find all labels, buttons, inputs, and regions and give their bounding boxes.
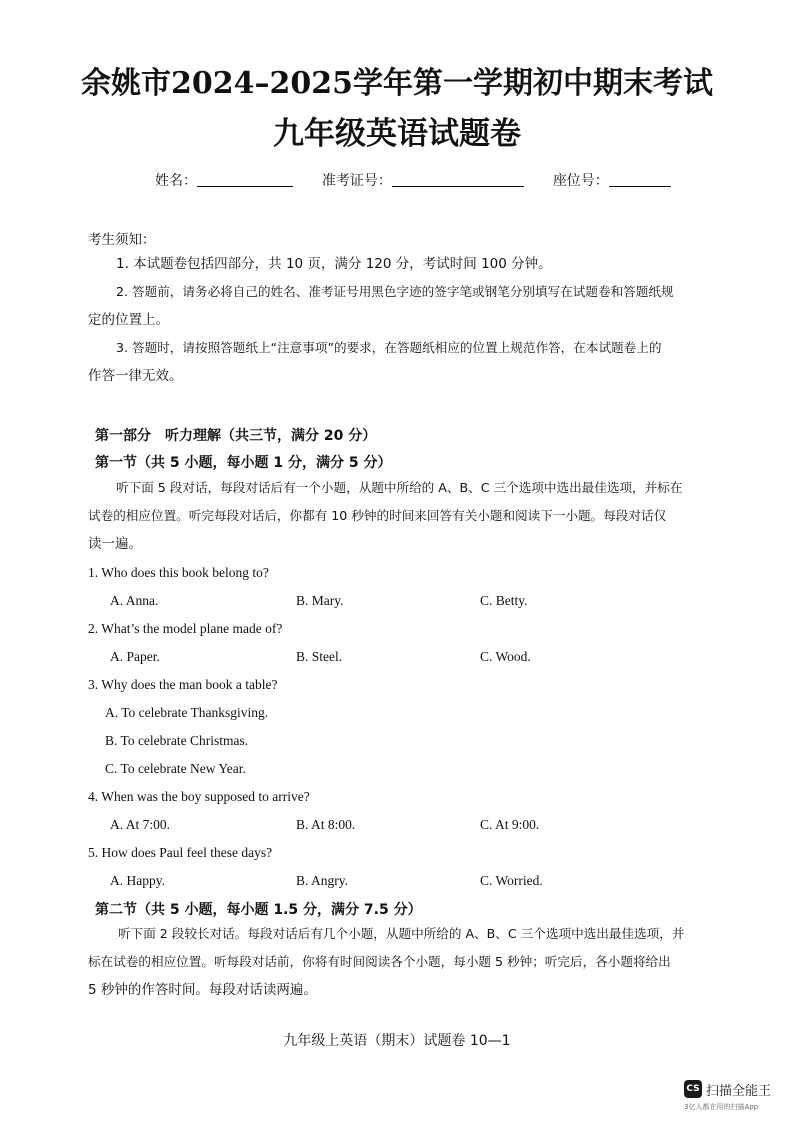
question-3-option-c: C. To celebrate New Year. bbox=[105, 761, 246, 776]
question-4-option-b: B. At 8:00. bbox=[296, 817, 356, 832]
name-label: 姓名： bbox=[155, 173, 197, 189]
seat-label: 座位号： bbox=[552, 173, 609, 189]
question-5-option-a: A. Happy. bbox=[110, 873, 165, 888]
notice-item-1: 1. 本试题卷包括四部分，共 10 页，满分 120 分，考试时间 100 分钟。 bbox=[116, 256, 552, 272]
question-1-option-c: C. Betty. bbox=[480, 593, 528, 608]
section2-instructions-line3: 5 秒钟的作答时间。每段对话读两遍。 bbox=[88, 982, 317, 998]
seat-field-line bbox=[609, 172, 671, 187]
question-3-option-b: B. To celebrate Christmas. bbox=[105, 733, 249, 748]
section1-instructions-line3: 读一遍。 bbox=[88, 536, 142, 552]
question-4-option-a: A. At 7:00. bbox=[110, 817, 171, 832]
question-1-option-a: A. Anna. bbox=[110, 593, 159, 608]
camscanner-logo-icon: CS bbox=[684, 1080, 702, 1098]
question-2-option-c: C. Wood. bbox=[480, 649, 531, 664]
page-footer: 九年级上英语（期末）试题卷 10—1 bbox=[283, 1033, 511, 1049]
question-1: 1. Who does this book belong to? bbox=[88, 565, 269, 580]
question-5: 5. How does Paul feel these days? bbox=[88, 845, 273, 860]
notice-item-3-line1: 3. 答题时，请按照答题纸上“注意事项”的要求，在答题纸相应的位置上规范作答，在本试题卷上的 bbox=[116, 340, 662, 355]
name-field-line bbox=[197, 172, 293, 187]
question-3: 3. Why does the man book a table? bbox=[88, 677, 278, 692]
notice-item-2-line2: 定的位置上。 bbox=[88, 312, 169, 328]
question-5-option-c: C. Worried. bbox=[480, 873, 543, 888]
student-info-row bbox=[155, 170, 671, 190]
question-2-option-a: A. Paper. bbox=[110, 649, 160, 664]
section1-heading: 第一节（共 5 小题，每小题 1 分，满分 5 分） bbox=[95, 455, 392, 471]
section2-heading: 第二节（共 5 小题，每小题 1.5 分，满分 7.5 分） bbox=[95, 902, 422, 918]
question-3-option-a: A. To celebrate Thanksgiving. bbox=[105, 705, 269, 720]
question-1-option-b: B. Mary. bbox=[296, 593, 344, 608]
question-2: 2. What’s the model plane made of? bbox=[88, 621, 283, 636]
notice-heading: 考生须知： bbox=[88, 232, 156, 248]
part1-heading: 第一部分 听力理解（共三节，满分 20 分） bbox=[95, 428, 377, 444]
watermark-tagline: 3亿人都在用的扫描App bbox=[684, 1103, 759, 1111]
exam-subtitle: 九年级英语试题卷 bbox=[273, 116, 521, 152]
section1-instructions-line1: 听下面 5 段对话，每段对话后有一个小题，从题中所给的 A、B、C 三个选项中选出最佳选项，并标在 bbox=[116, 480, 683, 495]
scanner-watermark bbox=[684, 1078, 784, 1118]
watermark-name: 扫描全能王 bbox=[706, 1084, 772, 1099]
question-4: 4. When was the boy supposed to arrive? bbox=[88, 789, 310, 804]
exam-number-field-line bbox=[392, 172, 524, 187]
question-4-option-c: C. At 9:00. bbox=[480, 817, 540, 832]
question-5-option-b: B. Angry. bbox=[296, 873, 349, 888]
section1-instructions-line2: 试卷的相应位置。听完每段对话后，你都有 10 秒钟的时间来回答有关小题和阅读下一小题。每段对话仅 bbox=[88, 508, 667, 523]
notice-item-2-line1: 2. 答题前，请务必将自己的姓名、准考证号用黑色字迹的签字笔或钢笔分别填写在试题卷和答题纸规 bbox=[116, 284, 674, 299]
section2-instructions-line2: 标在试卷的相应位置。听每段对话前，你将有时间阅读各个小题，每小题 5 秒钟；听完后，各小题将给出 bbox=[88, 954, 671, 969]
exam-title: 余姚市2024–2025学年第一学期初中期末考试 bbox=[81, 66, 713, 101]
question-2-option-b: B. Steel. bbox=[296, 649, 343, 664]
section2-instructions-line1: 听下面 2 段较长对话。每段对话后有几个小题，从题中所给的 A、B、C 三个选项中选出最佳选项，并 bbox=[118, 926, 685, 941]
notice-item-3-line2: 作答一律无效。 bbox=[88, 368, 183, 384]
exam-number-label: 准考证号： bbox=[321, 173, 392, 189]
